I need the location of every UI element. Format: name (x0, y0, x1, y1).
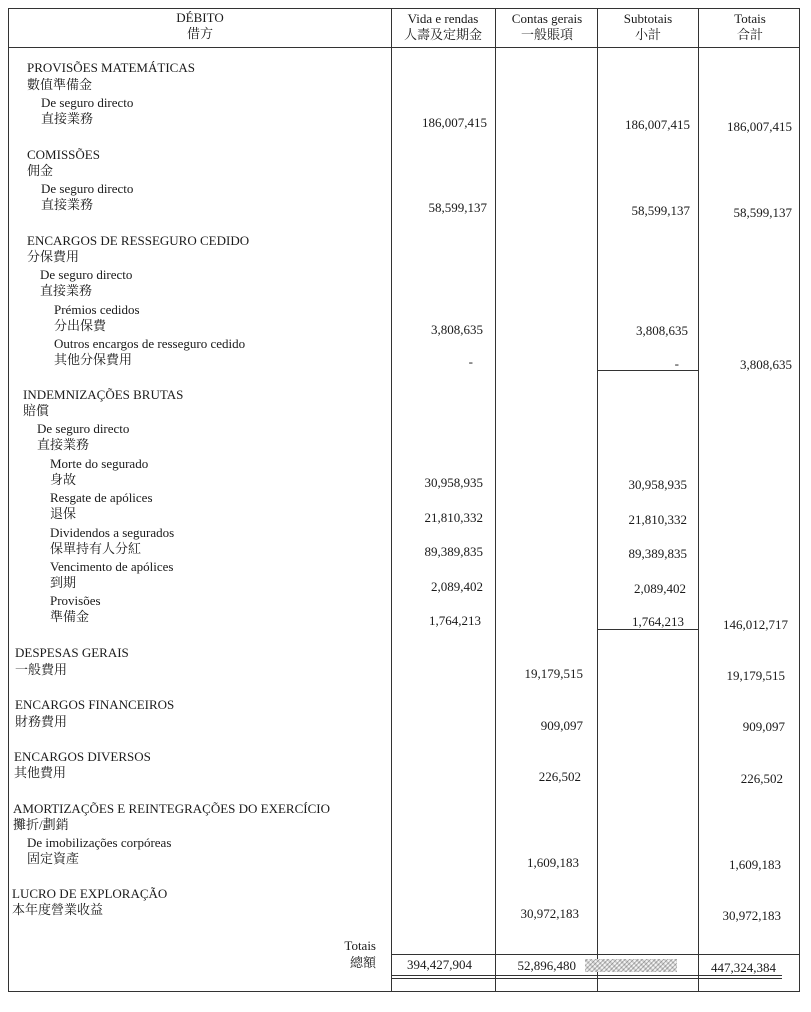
header-vida: Vida e rendas (407, 11, 479, 26)
total-totais: 447,324,384 (711, 960, 776, 975)
row-label: De seguro directo (41, 181, 134, 196)
totals-label: Totais (344, 938, 376, 953)
row-label-zh: 其他分保費用 (54, 352, 133, 367)
row-label-zh: 準備金 (50, 609, 90, 624)
row-label: De seguro directo (40, 267, 133, 282)
cell-vida: 186,007,415 (422, 115, 487, 130)
section-title: COMISSÕES (27, 147, 100, 162)
section-title-zh: 佣金 (27, 163, 54, 178)
header-vida-zh: 人壽及定期金 (403, 27, 483, 42)
cell-vida: 58,599,137 (428, 200, 487, 215)
totals-label-zh: 總額 (349, 955, 376, 970)
row-label: De imobilizações corpóreas (27, 835, 172, 850)
header-contas-zh: 一般賬項 (520, 27, 574, 42)
cell-contas: 1,609,183 (527, 855, 579, 870)
totals-double-underline (391, 975, 782, 979)
section-title: LUCRO DE EXPLORAÇÃO (12, 886, 168, 901)
row-label-zh: 固定資產 (27, 851, 80, 866)
cell-vida: 89,389,835 (424, 544, 483, 559)
cell-total: 186,007,415 (727, 119, 792, 134)
section-title: AMORTIZAÇÕES E REINTEGRAÇÕES DO EXERCÍCIO (13, 801, 330, 816)
row-label-zh: 直接業務 (40, 283, 93, 298)
cell-total: 3,808,635 (740, 357, 792, 372)
section-title-zh: 一般費用 (15, 662, 68, 677)
section-title: PROVISÕES MATEMÁTICAS (27, 60, 195, 75)
total-vida: 394,427,904 (407, 957, 472, 972)
cell-subtotal: 21,810,332 (628, 512, 687, 527)
section-title-zh: 其他費用 (14, 765, 67, 780)
cell-subtotal: - (674, 356, 679, 371)
subtotal-rule-2 (597, 629, 699, 630)
row-label-zh: 保單持有人分紅 (50, 541, 142, 556)
header-debit: DÉBITO (176, 10, 224, 25)
cell-total: 146,012,717 (723, 617, 788, 632)
row-label-zh: 身故 (50, 472, 77, 487)
table-border-right (799, 8, 800, 992)
row-label: Outros encargos de resseguro cedido (54, 336, 246, 351)
cell-total: 30,972,183 (722, 908, 781, 923)
row-label-zh: 分出保費 (54, 318, 107, 333)
row-label-zh: 直接業務 (41, 111, 94, 126)
row-label-zh: 到期 (50, 575, 77, 590)
section-title-zh: 賠償 (23, 403, 50, 418)
section-title: ENCARGOS DIVERSOS (14, 749, 151, 764)
cell-total: 909,097 (742, 719, 785, 734)
cell-vida: - (468, 354, 473, 369)
row-label-zh: 退保 (50, 506, 77, 521)
row-label: Provisões (50, 593, 101, 608)
header-totais: Totais (734, 11, 766, 26)
header-divider (8, 47, 800, 48)
cell-vida: 30,958,935 (424, 475, 483, 490)
cell-subtotal: 1,764,213 (632, 614, 684, 629)
row-label: Dividendos a segurados (50, 525, 175, 540)
cell-total: 19,179,515 (726, 668, 785, 683)
section-title-zh: 數值準備金 (27, 77, 93, 92)
cell-total: 226,502 (740, 771, 783, 786)
section-title-zh: 財務費用 (15, 714, 68, 729)
header-debit-zh: 借方 (186, 26, 214, 41)
section-title-zh: 攤折/劃銷 (13, 817, 69, 832)
cell-contas: 909,097 (540, 718, 583, 733)
cell-vida: 1,764,213 (429, 613, 481, 628)
cell-vida: 21,810,332 (424, 510, 483, 525)
col-divider-contas (495, 8, 496, 992)
cell-subtotal: 2,089,402 (634, 581, 686, 596)
row-label-zh: 直接業務 (37, 437, 90, 452)
section-title: ENCARGOS FINANCEIROS (15, 697, 175, 712)
table-border-bottom (8, 991, 800, 992)
cell-subtotal: 58,599,137 (631, 203, 690, 218)
cell-total: 1,609,183 (729, 857, 781, 872)
row-label: Prémios cedidos (54, 302, 140, 317)
header-subtotais: Subtotais (623, 11, 673, 26)
total-contas: 52,896,480 (517, 958, 576, 973)
totals-top-rule (391, 954, 799, 955)
cell-subtotal: 30,958,935 (628, 477, 687, 492)
section-title-zh: 本年度營業收益 (12, 902, 104, 917)
cell-vida: 3,808,635 (431, 322, 483, 337)
redacted-stamp (585, 959, 677, 972)
row-label: De seguro directo (41, 95, 134, 110)
section-title-zh: 分保費用 (27, 249, 80, 264)
cell-subtotal: 3,808,635 (636, 323, 688, 338)
table-border-left (8, 8, 9, 992)
row-label: Resgate de apólices (50, 490, 153, 505)
section-title: DESPESAS GERAIS (15, 645, 129, 660)
col-divider-vida (391, 8, 392, 992)
subtotal-rule-1 (597, 370, 699, 371)
cell-total: 58,599,137 (733, 205, 792, 220)
cell-subtotal: 89,389,835 (628, 546, 687, 561)
header-subtotais-zh: 小計 (634, 27, 662, 42)
header-totais-zh: 合計 (736, 27, 764, 42)
row-label: De seguro directo (37, 421, 130, 436)
cell-contas: 19,179,515 (524, 666, 583, 681)
header-contas: Contas gerais (511, 11, 583, 26)
cell-contas: 226,502 (538, 769, 581, 784)
col-divider-totais (698, 8, 699, 992)
section-title: ENCARGOS DE RESSEGURO CEDIDO (27, 233, 250, 248)
cell-subtotal: 186,007,415 (625, 117, 690, 132)
cell-contas: 30,972,183 (520, 906, 579, 921)
row-label: Vencimento de apólices (50, 559, 174, 574)
cell-vida: 2,089,402 (431, 579, 483, 594)
col-divider-subtotais (597, 8, 598, 992)
section-title: INDEMNIZAÇÕES BRUTAS (23, 387, 184, 402)
row-label: Morte do segurado (50, 456, 149, 471)
table-border-top (8, 8, 800, 9)
row-label-zh: 直接業務 (41, 197, 94, 212)
